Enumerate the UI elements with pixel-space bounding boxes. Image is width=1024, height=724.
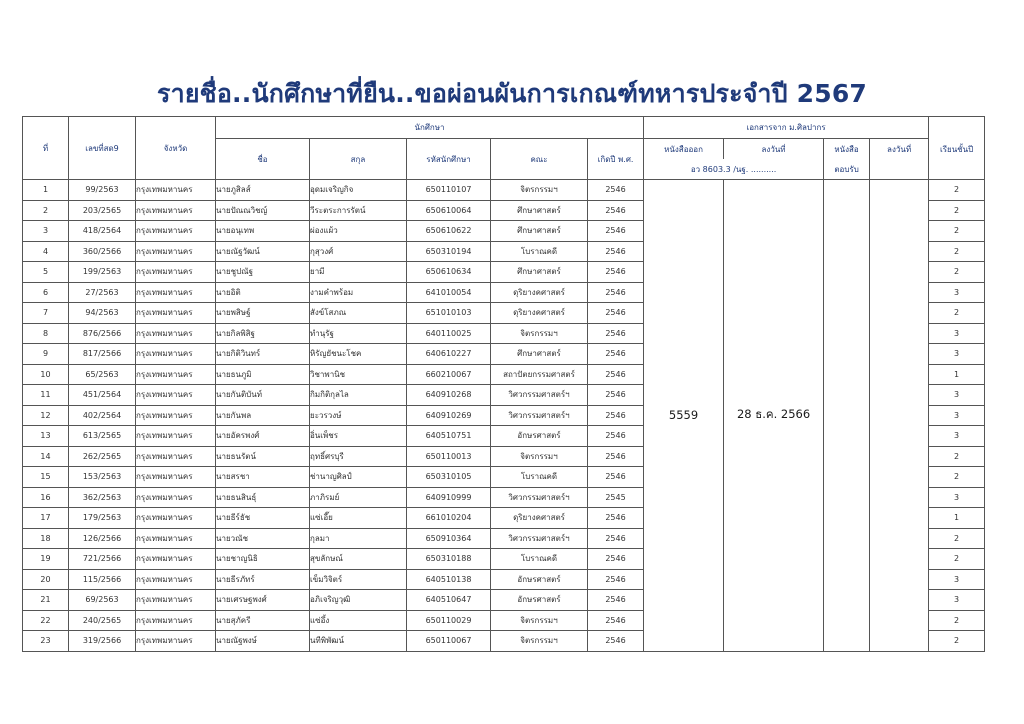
year-level-cell: 2: [929, 180, 985, 201]
header-dated2: ลงวันที่: [870, 139, 929, 180]
sd9-number-cell: 240/2565: [69, 610, 136, 631]
birth-year-cell: 2546: [588, 446, 644, 467]
first-name-cell: นายกิติวินทร์: [216, 344, 310, 365]
first-name-cell: นายพสิษฐ์: [216, 303, 310, 324]
last-name-cell: ยะวรวงษ์: [310, 405, 407, 426]
header-year-level: เรียนชั้นปี: [929, 139, 985, 180]
student-id-cell: 650610622: [407, 221, 491, 242]
year-level-cell: 2: [929, 200, 985, 221]
row-number-cell: 4: [23, 241, 69, 262]
year-level-cell: 3: [929, 385, 985, 406]
year-level-cell: 2: [929, 221, 985, 242]
birth-year-cell: 2546: [588, 405, 644, 426]
province-cell: กรุงเทพมหานคร: [136, 344, 216, 365]
first-name-cell: นายณัฐพงษ์: [216, 631, 310, 652]
header-no: ที่: [23, 117, 69, 180]
faculty-cell: ศึกษาศาสตร์: [491, 221, 588, 242]
province-cell: กรุงเทพมหานคร: [136, 631, 216, 652]
last-name-cell: ภาภิรมย์: [310, 487, 407, 508]
row-number-cell: 2: [23, 200, 69, 221]
first-name-cell: นายอิติ: [216, 282, 310, 303]
year-level-cell: 2: [929, 241, 985, 262]
sd9-number-cell: 179/2563: [69, 508, 136, 529]
faculty-cell: วิศวกรรมศาสตร์ฯ: [491, 528, 588, 549]
sd9-number-cell: 262/2565: [69, 446, 136, 467]
student-id-cell: 650310188: [407, 549, 491, 570]
birth-year-cell: 2546: [588, 426, 644, 447]
first-name-cell: นายธนภูมิ: [216, 364, 310, 385]
row-number-cell: 1: [23, 180, 69, 201]
faculty-cell: อักษรศาสตร์: [491, 590, 588, 611]
faculty-cell: จิตรกรรมฯ: [491, 610, 588, 631]
province-cell: กรุงเทพมหานคร: [136, 590, 216, 611]
row-number-cell: 15: [23, 467, 69, 488]
first-name-cell: นายธีรภัทร์: [216, 569, 310, 590]
student-id-cell: 640910269: [407, 405, 491, 426]
row-number-cell: 17: [23, 508, 69, 529]
last-name-cell: ช่านาญศิลป์: [310, 467, 407, 488]
student-table: [22, 116, 985, 652]
province-cell: กรุงเทพมหานคร: [136, 528, 216, 549]
province-cell: กรุงเทพมหานคร: [136, 549, 216, 570]
year-level-cell: 3: [929, 405, 985, 426]
student-id-cell: 640910999: [407, 487, 491, 508]
student-id-cell: 650110029: [407, 610, 491, 631]
header-docs-group: เอกสารจาก ม.ศิลปากร: [644, 117, 929, 139]
first-name-cell: นายชาญนิธิ: [216, 549, 310, 570]
sd9-number-cell: 99/2563: [69, 180, 136, 201]
header-faculty: คณะ: [491, 139, 588, 180]
student-id-cell: 640510751: [407, 426, 491, 447]
province-cell: กรุงเทพมหานคร: [136, 467, 216, 488]
year-level-cell: 2: [929, 467, 985, 488]
year-level-cell: 2: [929, 610, 985, 631]
header-sd9: เลขที่สด9: [69, 117, 136, 180]
last-name-cell: ยามี: [310, 262, 407, 283]
last-name-cell: สุขลักษณ์: [310, 549, 407, 570]
page-title: รายชื่อ..นักศึกษาที่ยืน..ขอผ่อนผันการเกณฑ์ทหารประจำปี 2567: [156, 79, 868, 108]
row-number-cell: 23: [23, 631, 69, 652]
first-name-cell: นายธนสินธุ์: [216, 487, 310, 508]
last-name-cell: เข็มวิจิตร์: [310, 569, 407, 590]
student-id-cell: 650110107: [407, 180, 491, 201]
birth-year-cell: 2546: [588, 569, 644, 590]
first-name-cell: นายธนรัตน์: [216, 446, 310, 467]
year-level-cell: 2: [929, 262, 985, 283]
birth-year-cell: 2546: [588, 364, 644, 385]
sd9-number-cell: 817/2566: [69, 344, 136, 365]
student-id-cell: 640510138: [407, 569, 491, 590]
sd9-number-cell: 203/2565: [69, 200, 136, 221]
student-id-cell: 650310194: [407, 241, 491, 262]
year-level-cell: 2: [929, 631, 985, 652]
last-name-cell: หิรัญยัชนะโชค: [310, 344, 407, 365]
sd9-number-cell: 153/2563: [69, 467, 136, 488]
last-name-cell: แซ่อึ้ง: [310, 610, 407, 631]
birth-year-cell: 2545: [588, 487, 644, 508]
last-name-cell: แซ่เอี๊ย: [310, 508, 407, 529]
first-name-cell: นายวณัช: [216, 528, 310, 549]
faculty-cell: จิตรกรรมฯ: [491, 323, 588, 344]
sd9-number-cell: 115/2566: [69, 569, 136, 590]
row-number-cell: 18: [23, 528, 69, 549]
birth-year-cell: 2546: [588, 610, 644, 631]
student-id-cell: 650110013: [407, 446, 491, 467]
birth-year-cell: 2546: [588, 631, 644, 652]
student-id-cell: 640910268: [407, 385, 491, 406]
sd9-number-cell: 418/2564: [69, 221, 136, 242]
student-id-cell: 661010204: [407, 508, 491, 529]
last-name-cell: งามคำพร้อม: [310, 282, 407, 303]
last-name-cell: ฤทธิ์ศรบุรี: [310, 446, 407, 467]
last-name-cell: สังข์โสภณ: [310, 303, 407, 324]
row-number-cell: 7: [23, 303, 69, 324]
sd9-number-cell: 613/2565: [69, 426, 136, 447]
province-cell: กรุงเทพมหานคร: [136, 303, 216, 324]
faculty-cell: โบราณคดี: [491, 549, 588, 570]
province-cell: กรุงเทพมหานคร: [136, 262, 216, 283]
province-cell: กรุงเทพมหานคร: [136, 426, 216, 447]
year-level-cell: 2: [929, 303, 985, 324]
province-cell: กรุงเทพมหานคร: [136, 241, 216, 262]
province-cell: กรุงเทพมหานคร: [136, 323, 216, 344]
year-level-cell: 3: [929, 569, 985, 590]
header-letter-reply: หนังสือ: [824, 139, 870, 160]
faculty-cell: ศึกษาศาสตร์: [491, 344, 588, 365]
birth-year-cell: 2546: [588, 467, 644, 488]
birth-year-cell: 2546: [588, 200, 644, 221]
province-cell: กรุงเทพมหานคร: [136, 487, 216, 508]
first-name-cell: นายอนุเทพ: [216, 221, 310, 242]
header-letter-out: หนังสือออก: [644, 139, 724, 160]
province-cell: กรุงเทพมหานคร: [136, 385, 216, 406]
sd9-number-cell: 402/2564: [69, 405, 136, 426]
year-level-cell: 3: [929, 426, 985, 447]
row-number-cell: 9: [23, 344, 69, 365]
header-letter-reply-2: ตอบรับ: [824, 159, 870, 180]
row-number-cell: 5: [23, 262, 69, 283]
sd9-number-cell: 126/2566: [69, 528, 136, 549]
birth-year-cell: 2546: [588, 303, 644, 324]
year-level-cell: 2: [929, 549, 985, 570]
reply-date-cell: [870, 180, 929, 652]
letter-number-cell: 5559: [644, 180, 724, 652]
row-number-cell: 20: [23, 569, 69, 590]
faculty-cell: จิตรกรรมฯ: [491, 446, 588, 467]
birth-year-cell: 2546: [588, 528, 644, 549]
birth-year-cell: 2546: [588, 282, 644, 303]
faculty-cell: ดุริยางคศาสตร์: [491, 282, 588, 303]
faculty-cell: ดุริยางคศาสตร์: [491, 508, 588, 529]
first-name-cell: นายกันติบันท์: [216, 385, 310, 406]
header-dated: ลงวันที่: [724, 139, 824, 160]
birth-year-cell: 2546: [588, 241, 644, 262]
student-id-cell: 660210067: [407, 364, 491, 385]
faculty-cell: วิศวกรรมศาสตร์ฯ: [491, 385, 588, 406]
sd9-number-cell: 319/2566: [69, 631, 136, 652]
sd9-number-cell: 362/2563: [69, 487, 136, 508]
reply-letter-cell: [824, 180, 870, 652]
header-student-group: นักศึกษา: [216, 117, 644, 139]
faculty-cell: จิตรกรรมฯ: [491, 631, 588, 652]
last-name-cell: กุลมา: [310, 528, 407, 549]
row-number-cell: 11: [23, 385, 69, 406]
last-name-cell: กิมกิติกุลไล: [310, 385, 407, 406]
province-cell: กรุงเทพมหานคร: [136, 508, 216, 529]
province-cell: กรุงเทพมหานคร: [136, 446, 216, 467]
row-number-cell: 22: [23, 610, 69, 631]
province-cell: กรุงเทพมหานคร: [136, 200, 216, 221]
province-cell: กรุงเทพมหานคร: [136, 364, 216, 385]
faculty-cell: ศึกษาศาสตร์: [491, 200, 588, 221]
header-birth-year: เกิดปี พ.ศ.: [588, 139, 644, 180]
student-id-cell: 640610227: [407, 344, 491, 365]
province-cell: กรุงเทพมหานคร: [136, 282, 216, 303]
year-level-cell: 2: [929, 528, 985, 549]
first-name-cell: นายอัครพงศ์: [216, 426, 310, 447]
year-level-cell: 3: [929, 323, 985, 344]
province-cell: กรุงเทพมหานคร: [136, 221, 216, 242]
student-id-cell: 650110067: [407, 631, 491, 652]
row-number-cell: 8: [23, 323, 69, 344]
sd9-number-cell: 69/2563: [69, 590, 136, 611]
first-name-cell: นายชูปณัฐ: [216, 262, 310, 283]
row-number-cell: 16: [23, 487, 69, 508]
birth-year-cell: 2546: [588, 385, 644, 406]
last-name-cell: วีระตระการรัตน์: [310, 200, 407, 221]
birth-year-cell: 2546: [588, 590, 644, 611]
last-name-cell: ทำนุรัฐ: [310, 323, 407, 344]
faculty-cell: โบราณคดี: [491, 241, 588, 262]
year-level-cell: 3: [929, 487, 985, 508]
first-name-cell: นายภูสิลส์: [216, 180, 310, 201]
letter-date-cell: 28 ธ.ค. 2566: [724, 180, 824, 652]
row-number-cell: 21: [23, 590, 69, 611]
year-level-cell: 2: [929, 446, 985, 467]
faculty-cell: วิศวกรรมศาสตร์ฯ: [491, 405, 588, 426]
row-number-cell: 3: [23, 221, 69, 242]
first-name-cell: นายเศรษฐพงศ์: [216, 590, 310, 611]
birth-year-cell: 2546: [588, 180, 644, 201]
year-level-cell: 3: [929, 282, 985, 303]
row-number-cell: 14: [23, 446, 69, 467]
last-name-cell: ผ่องแผ้ว: [310, 221, 407, 242]
first-name-cell: นายณัฐวัฒน์: [216, 241, 310, 262]
birth-year-cell: 2546: [588, 323, 644, 344]
student-id-cell: 651010103: [407, 303, 491, 324]
first-name-cell: นายปัณณวิชญ์: [216, 200, 310, 221]
birth-year-cell: 2546: [588, 344, 644, 365]
birth-year-cell: 2546: [588, 262, 644, 283]
last-name-cell: อิ่นเพ็ชร: [310, 426, 407, 447]
student-id-cell: 650610064: [407, 200, 491, 221]
year-level-cell: 1: [929, 508, 985, 529]
row-number-cell: 6: [23, 282, 69, 303]
row-number-cell: 19: [23, 549, 69, 570]
faculty-cell: โบราณคดี: [491, 467, 588, 488]
student-id-cell: 640510647: [407, 590, 491, 611]
faculty-cell: ศึกษาศาสตร์: [491, 262, 588, 283]
last-name-cell: อุดมเจริญกิจ: [310, 180, 407, 201]
province-cell: กรุงเทพมหานคร: [136, 569, 216, 590]
first-name-cell: นายสุภัครี: [216, 610, 310, 631]
last-name-cell: นทีพิพัฒน์: [310, 631, 407, 652]
row-number-cell: 12: [23, 405, 69, 426]
faculty-cell: ดุริยางคศาสตร์: [491, 303, 588, 324]
header-last-name: สกุล: [310, 139, 407, 180]
student-id-cell: 650910364: [407, 528, 491, 549]
header-province: จังหวัด: [136, 117, 216, 180]
row-number-cell: 13: [23, 426, 69, 447]
student-id-cell: 641010054: [407, 282, 491, 303]
first-name-cell: นายกันพล: [216, 405, 310, 426]
province-cell: กรุงเทพมหานคร: [136, 180, 216, 201]
birth-year-cell: 2546: [588, 221, 644, 242]
province-cell: กรุงเทพมหานคร: [136, 610, 216, 631]
year-level-cell: 3: [929, 344, 985, 365]
table-row: [23, 180, 985, 201]
sd9-number-cell: 65/2563: [69, 364, 136, 385]
first-name-cell: นายสรชา: [216, 467, 310, 488]
faculty-cell: จิตรกรรมฯ: [491, 180, 588, 201]
last-name-cell: กุสุวงศ์: [310, 241, 407, 262]
faculty-cell: อักษรศาสตร์: [491, 569, 588, 590]
student-id-cell: 640110025: [407, 323, 491, 344]
last-name-cell: อภิเจริญวุฒิ: [310, 590, 407, 611]
sd9-number-cell: 451/2564: [69, 385, 136, 406]
province-cell: กรุงเทพมหานคร: [136, 405, 216, 426]
sd9-number-cell: 360/2566: [69, 241, 136, 262]
first-name-cell: นายธีร์ธัช: [216, 508, 310, 529]
year-level-cell: 3: [929, 590, 985, 611]
birth-year-cell: 2546: [588, 508, 644, 529]
header-first-name: ชื่อ: [216, 139, 310, 180]
student-id-cell: 650310105: [407, 467, 491, 488]
sd9-number-cell: 721/2566: [69, 549, 136, 570]
year-level-cell: 1: [929, 364, 985, 385]
header-student-id: รหัสนักศึกษา: [407, 139, 491, 180]
last-name-cell: วิชาพานิช: [310, 364, 407, 385]
row-number-cell: 10: [23, 364, 69, 385]
faculty-cell: วิศวกรรมศาสตร์ฯ: [491, 487, 588, 508]
sd9-number-cell: 27/2563: [69, 282, 136, 303]
header-ref-no: อว 8603.3 /นฐ. ..........: [644, 159, 824, 180]
header-blank: [929, 117, 985, 139]
sd9-number-cell: 876/2566: [69, 323, 136, 344]
faculty-cell: อักษรศาสตร์: [491, 426, 588, 447]
student-id-cell: 650610634: [407, 262, 491, 283]
sd9-number-cell: 94/2563: [69, 303, 136, 324]
sd9-number-cell: 199/2563: [69, 262, 136, 283]
birth-year-cell: 2546: [588, 549, 644, 570]
faculty-cell: สถาปัตยกรรมศาสตร์: [491, 364, 588, 385]
first-name-cell: นายกิลพิสิฐ: [216, 323, 310, 344]
